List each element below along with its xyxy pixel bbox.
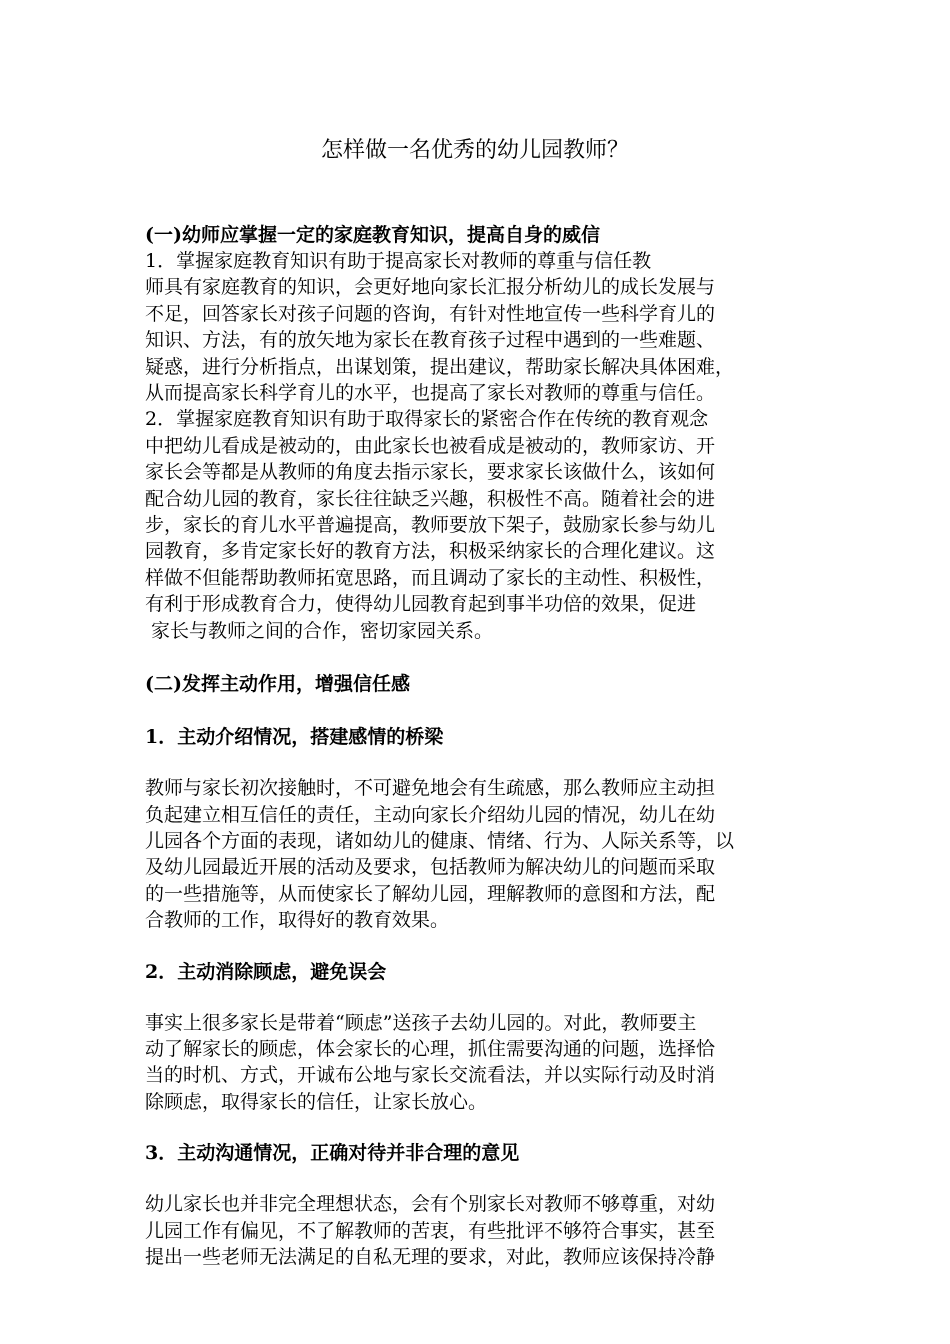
paragraph-line: 中把幼儿看成是被动的，由此家长也被看成是被动的，教师家访、开 xyxy=(145,434,716,457)
section-heading: (一)幼师应掌握一定的家庭教育知识，提高自身的威信 xyxy=(145,224,600,246)
page-title: 怎样做一名优秀的幼儿园教师？ xyxy=(320,138,629,163)
paragraph-line: 教师与家长初次接触时，不可避免地会有生疏感，那么教师应主动担 xyxy=(145,777,716,800)
paragraph-line: 知识、方法，有的放矢地为家长在教育孩子过程中遇到的一些难题、 xyxy=(145,329,716,352)
paragraph-line: 的一些措施等，从而使家长了解幼儿园，理解教师的意图和方法，配 xyxy=(145,882,716,905)
paragraph-line: 当的时机、方式，开诚布公地与家长交流看法，并以实际行动及时消 xyxy=(145,1064,716,1087)
paragraph-line: 除顾虑，取得家长的信任，让家长放心。 xyxy=(145,1090,488,1113)
paragraph-line: 负起建立相互信任的责任，主动向家长介绍幼儿园的情况，幼儿在幼 xyxy=(145,803,716,826)
paragraph xyxy=(145,1191,809,1270)
paragraph-line: 1．掌握家庭教育知识有助于提高家长对教师的尊重与信任教 xyxy=(145,250,652,272)
subsection-heading: 3．主动沟通情况，正确对待并非合理的意见 xyxy=(145,1142,520,1165)
paragraph-line: 提出一些老师无法满足的自私无理的要求，对此，教师应该保持冷静 xyxy=(145,1245,716,1268)
paragraph-line: 步，家长的育儿水平普遍提高，教师要放下架子，鼓励家长参与幼儿 xyxy=(145,514,716,537)
paragraph-line: 家长会等都是从教师的角度去指示家长，要求家长该做什么，该如何 xyxy=(145,461,716,484)
paragraph-line: 动了解家长的顾虑，体会家长的心理，抓住需要沟通的问题，选择恰 xyxy=(145,1037,716,1060)
paragraph-line: 2．掌握家庭教育知识有助于取得家长的紧密合作在传统的教育观念 xyxy=(145,408,709,431)
paragraph-line: 事实上很多家长是带着“顾虑”送孩子去幼儿园的。对此，教师要主 xyxy=(145,1011,697,1034)
paragraph-line: 样做不但能帮助教师拓宽思路，而且调动了家长的主动性、积极性， xyxy=(145,566,716,589)
paragraph-line: 园教育，多肯定家长好的教育方法，积极采纳家长的合理化建议。这 xyxy=(145,540,716,563)
paragraph xyxy=(145,775,809,933)
paragraph-line: 儿园各个方面的表现，诸如幼儿的健康、情绪、行为、人际关系等，以 xyxy=(145,829,735,852)
paragraph-line: 师具有家庭教育的知识，会更好地向家长汇报分析幼儿的成长发展与 xyxy=(145,276,716,299)
paragraph-line: 配合幼儿园的教育，家长往往缺乏兴趣，积极性不高。随着社会的进 xyxy=(145,487,716,510)
paragraph xyxy=(145,1010,809,1116)
paragraph-line: 从而提高家长科学育儿的水平，也提高了家长对教师的尊重与信任。 xyxy=(145,382,716,405)
paragraph-line: 疑惑，进行分析指点，出谋划策，提出建议，帮助家长解决具体困难， xyxy=(145,355,735,378)
paragraph-line: 幼儿家长也并非完全理想状态，会有个别家长对教师不够尊重，对幼 xyxy=(145,1193,716,1216)
subsection-heading: 1．主动介绍情况，搭建感情的桥梁 xyxy=(145,726,444,749)
paragraph xyxy=(145,248,809,644)
paragraph-line: 家长与教师之间的合作，密切家园关系。 xyxy=(145,619,494,642)
subsection-heading: 2．主动消除顾虑，避免误会 xyxy=(145,960,387,983)
section-heading: (二)发挥主动作用，增强信任感 xyxy=(145,673,410,696)
document-body xyxy=(145,222,809,1270)
paragraph-line: 不足，回答家长对孩子问题的咨询，有针对性地宣传一些科学育儿的 xyxy=(145,302,716,325)
paragraph-line: 有利于形成教育合力，使得幼儿园教育起到事半功倍的效果，促进 xyxy=(145,593,697,616)
paragraph-line: 合教师的工作，取得好的教育效果。 xyxy=(145,909,450,932)
paragraph-line: 儿园工作有偏见，不了解教师的苦衷，有些批评不够符合事实，甚至 xyxy=(145,1219,716,1242)
paragraph-line: 及幼儿园最近开展的活动及要求，包括教师为解决幼儿的问题而采取 xyxy=(145,856,716,879)
